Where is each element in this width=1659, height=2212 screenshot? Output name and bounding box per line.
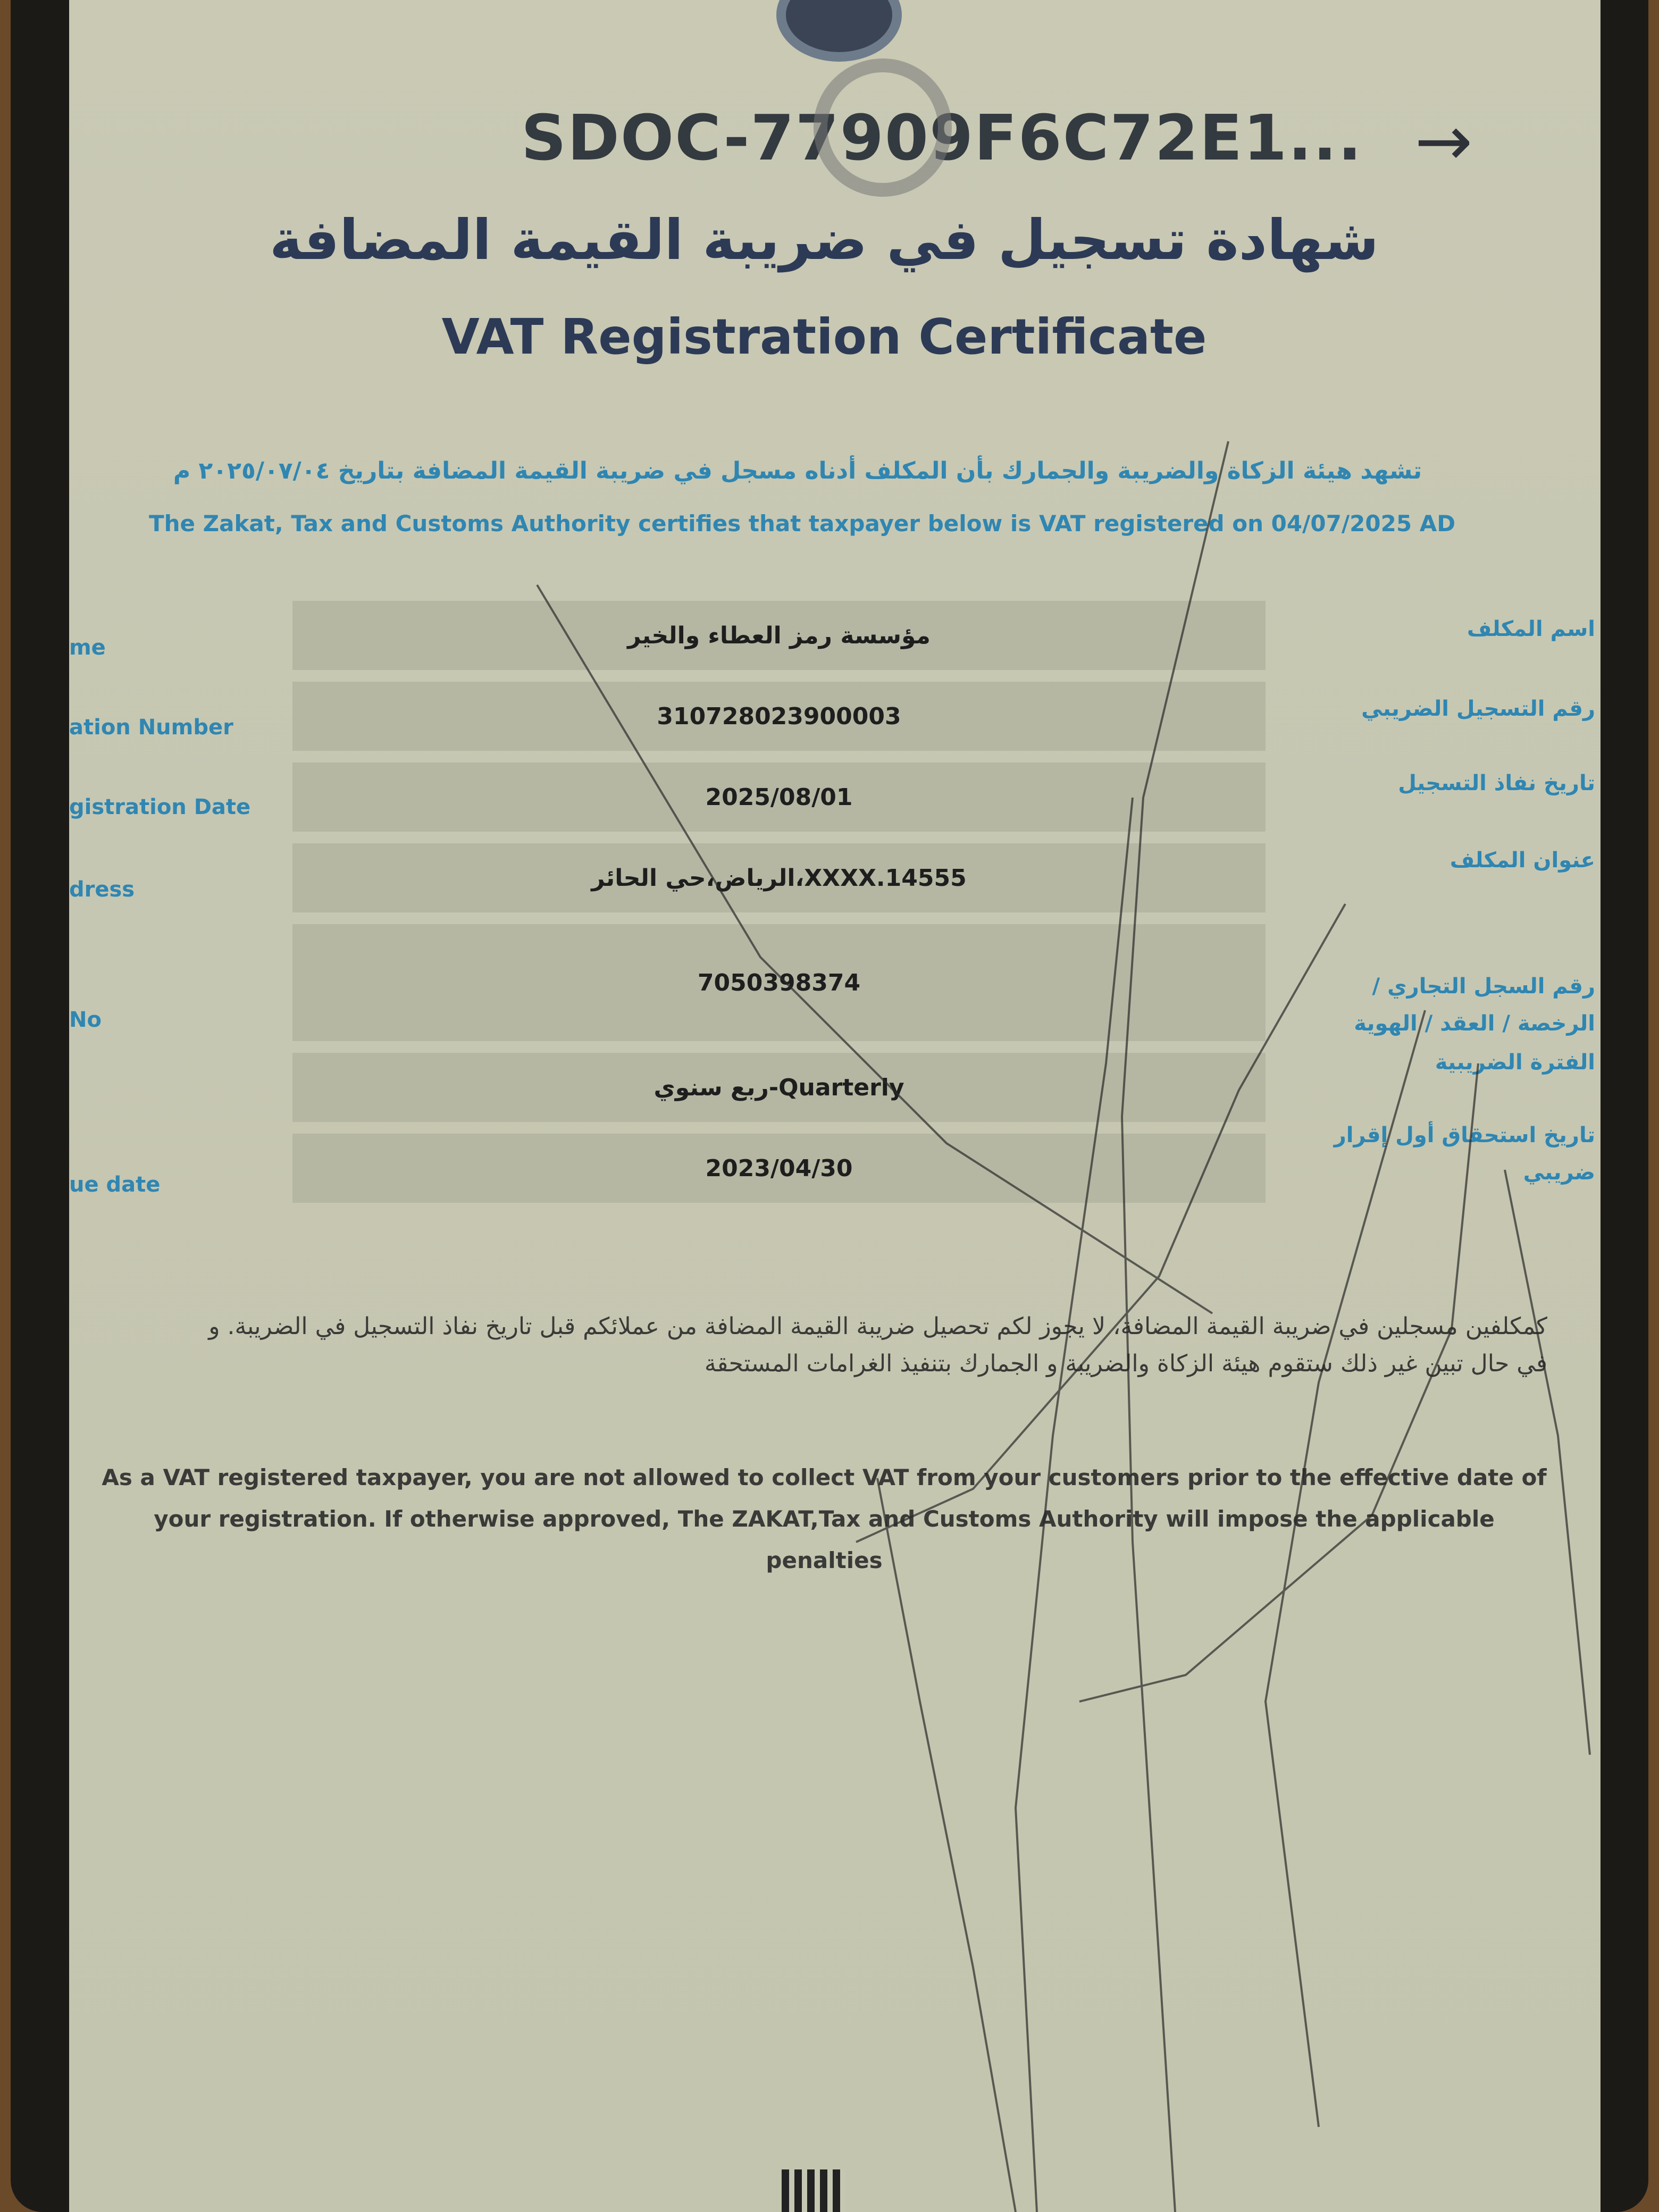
- field-value-registration-date: 2025/08/01: [705, 783, 853, 811]
- screen-crack-overlay: [69, 0, 1601, 2212]
- certification-statement-arabic: تشهد هيئة الزكاة والضريبة والجمارك بأن المكلف أدناه مسجل في ضريبة القيمة المضافة بتاريخ ٢٠٢٥/٠٧/٠٤ م: [173, 457, 1422, 484]
- arrow-right-icon[interactable]: →: [1414, 100, 1473, 181]
- field-value-cr-number: 7050398374: [697, 969, 861, 996]
- phone-frame: [11, 0, 1648, 2212]
- field-value-tax-period: ربع سنوي-Quarterly: [653, 1074, 904, 1101]
- field-label-en-registration-number: ation Number: [69, 715, 233, 740]
- certificate-title-english: VAT Registration Certificate: [441, 308, 1207, 365]
- field-label-ar-tax-period: الفترة الضريبية: [1435, 1050, 1595, 1075]
- field-label-en-registration-date: gistration Date: [69, 795, 251, 819]
- field-label-en-address: dress: [69, 877, 135, 902]
- field-label-en-cr-number: No: [69, 1008, 102, 1032]
- field-label-ar-registration-date: تاريخ نفاذ التسجيل: [1398, 771, 1595, 795]
- field-label-ar-cr-number: رقم السجل التجاري / الرخصة / العقد / الهوية: [1354, 974, 1595, 1036]
- notice-arabic: كمكلفين مسجلين في ضريبة القيمة المضافة، لا يجوز لكم تحصيل ضريبة القيمة المضافة من عملائكم قبل تاريخ نفاذ التسجيل في الضريبة. و في حال تبين غير ذلك ستقوم هيئة الزكاة والضريبة و الجمارك بتنفيذ الغرامات المستحقة: [208, 1313, 1547, 1377]
- field-label-en-due-date: ue date: [69, 1172, 161, 1197]
- field-label-ar-name: اسم المكلف: [1467, 617, 1595, 641]
- field-label-ar-registration-number: رقم التسجيل الضريبي: [1361, 697, 1595, 721]
- field-value-due-date: 2023/04/30: [705, 1154, 853, 1182]
- field-value-registration-number: 310728023900003: [657, 702, 901, 730]
- certification-statement-english: The Zakat, Tax and Customs Authority certifies that taxpayer below is VAT registered on 04/07/2025 AD: [149, 510, 1456, 537]
- field-label-ar-address: عنوان المكلف: [1449, 848, 1595, 873]
- field-label-ar-due-date: تاريخ استحقاق أول إقرار ضريبي: [1334, 1123, 1595, 1185]
- certificate-title-arabic: شهادة تسجيل في ضريبة القيمة المضافة: [270, 207, 1379, 272]
- field-value-address: الرياض،حي الحائر،XXXX.14555: [591, 864, 967, 892]
- field-label-en-name: me: [69, 635, 106, 660]
- field-value-name: مؤسسة رمز العطاء والخير: [627, 622, 931, 649]
- notice-english: As a VAT registered taxpayer, you are not allowed to collect VAT from your customers prior to the effective date of your registration. If otherwise approved, The ZAKAT,Tax and Customs Authority will impose the applicable penalties: [102, 1464, 1547, 1573]
- screen: [69, 0, 1601, 2212]
- document-id-title: SDOC-77909F6C72E1...: [521, 101, 1363, 174]
